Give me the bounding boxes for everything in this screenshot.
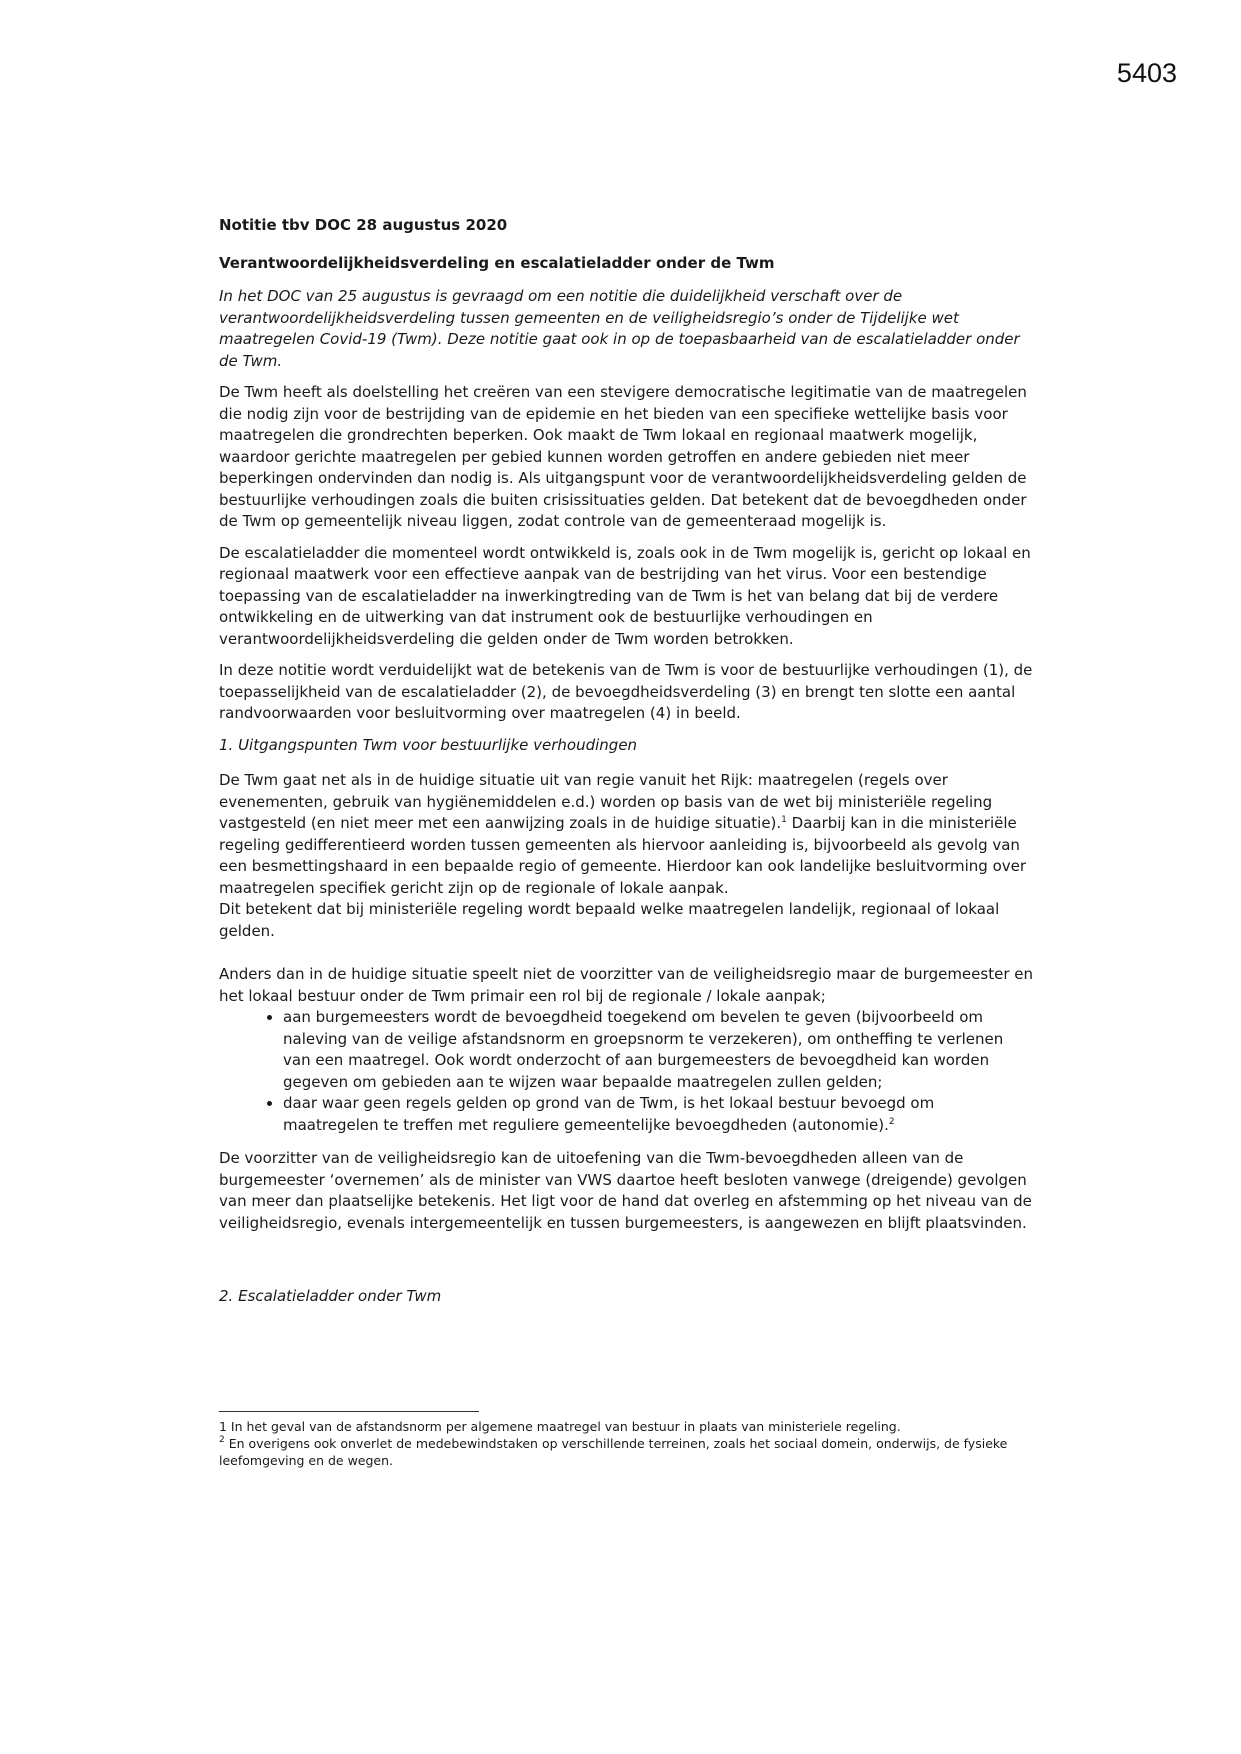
footnote-2 <box>219 1435 1033 1469</box>
bullet-list <box>219 1007 1033 1136</box>
spacer <box>219 952 1033 964</box>
section-heading-1: 1. Uitgangspunten Twm voor bestuurlijke verhoudingen <box>219 735 638 754</box>
footnote-2-number: 2 <box>219 1435 225 1445</box>
footnotes <box>219 1411 1033 1469</box>
footnote-ref-1: 1 <box>781 815 787 825</box>
list-item: • aan burgemeesters wordt de bevoegdheid toegekend om bevelen te geven (bijvoorbeeld om naleving van de veilige afstandsnorm en groepsnorm te verzekeren), om ontheffing te verlenen van een maatregel. Ook wordt onderzocht of aan burgemeesters de bevoegdheid kan worden gegeven om gebieden aan te wijzen waar bepaalde maatregelen zullen gelden; <box>283 1007 1033 1093</box>
spacer <box>219 1244 1033 1284</box>
footnote-2-text: En overigens ook onverlet de medebewindstaken op verschillende terreinen, zoals het sociaal domein, onderwijs, de fysieke leefomgeving en de wegen. <box>219 1436 1008 1468</box>
document-title: Notitie tbv DOC 28 augustus 2020 <box>219 216 508 234</box>
paragraph-regie-rijk-cont: Daarbij kan in die ministeriële regeling gedifferentieerd worden tussen gemeenten als hiervoor aanleiding is, bijvoorbeeld als gevolg van een besmettingshaard in een bepaalde regio of gemeente. Hierdoor kan ook landelijke besluitvorming over maatregelen specifiek gericht zijn op de regionale of lokale aanpak. <box>219 814 1027 897</box>
footnote-1: 1 In het geval van de afstandsnorm per algemene maatregel van bestuur in plaats van ministeriele regeling. <box>219 1419 901 1434</box>
document-body <box>219 215 1033 1322</box>
paragraph-escalatieladder: De escalatieladder die momenteel wordt ontwikkeld is, zoals ook in de Twm mogelijk is, gericht op lokaal en regionaal maatwerk voor een effectieve aanpak van de bestrijding van het virus. Voor een bestendige toepassing van de escalatieladder na inwerkingtreding van de Twm is het van belang dat bij de verdere ontwikkeling en de uitwerking van dat instrument ook de bestuurlijke verhoudingen en verantwoordelijkheidsverdeling die gelden onder de Twm worden betrokken. <box>219 543 1031 648</box>
section-heading-2: 2. Escalatieladder onder Twm <box>219 1287 442 1305</box>
list-item-text: daar waar geen regels gelden op grond van de Twm, is het lokaal bestuur bevoegd om maatregelen te treffen met reguliere gemeentelijke bevoegdheden (autonomie). <box>283 1094 935 1134</box>
paragraph-regie-rijk <box>219 770 1033 899</box>
paragraph-burgemeester: Anders dan in de huidige situatie speelt niet de voorzitter van de veiligheidsregio maar de burgemeester en het lokaal bestuur onder de Twm primair een rol bij de regionale / lokale aanpak; <box>219 965 1033 1005</box>
paragraph-verduidelijking: In deze notitie wordt verduidelijkt wat de betekenis van de Twm is voor de bestuurlijke verhoudingen (1), de toepasselijkheid van de escalatieladder (2), de bevoegdheidsverdeling (3) en brengt ten slotte een aantal randvoorwaarden voor besluitvorming over maatregelen (4) in beeld. <box>219 661 1033 722</box>
paragraph-voorzitter: De voorzitter van de veiligheidsregio kan de uitoefening van die Twm-bevoegdheden alleen van de burgemeester ‘overnemen’ als de minister van VWS daartoe heeft besloten vanwege (dreigende) gevolgen van meer dan plaatselijke betekenis. Het ligt voor de hand dat overleg en afstemming op het niveau van de veiligheidsregio, evenals intergemeentelijk en tussen burgemeesters, is aangewezen en blijft plaatsvinden. <box>219 1149 1032 1232</box>
paragraph-ministeriele-regeling: Dit betekent dat bij ministeriële regeling wordt bepaald welke maatregelen landelijk, regionaal of lokaal gelden. <box>219 900 1000 940</box>
list-item <box>283 1093 1033 1136</box>
page-number: 5403 <box>1116 58 1177 88</box>
paragraph-regie-rijk-text: De Twm gaat net als in de huidige situatie uit van regie vanuit het Rijk: maatregelen (regels over evenementen, gebruik van hygiënemiddelen e.d.) worden op basis van de wet bij ministeriële regeling vastgesteld (en niet meer met een aanwijzing zoals in de huidige situatie). <box>219 771 993 832</box>
footnote-divider <box>219 1411 479 1412</box>
footnote-ref-2: 2 <box>888 1116 895 1127</box>
document-subtitle: Verantwoordelijkheidsverdeling en escalatieladder onder de Twm <box>219 253 775 272</box>
intro-paragraph: In het DOC van 25 augustus is gevraagd om een notitie die duidelijkheid verschaft over de verantwoordelijkheidsverdeling tussen gemeenten en de veiligheidsregio’s onder de Tijdelijke wet maatregelen Covid-19 (Twm). Deze notitie gaat ook in op de toepasbaarheid van de escalatieladder onder de Twm. <box>219 287 1020 370</box>
paragraph-doelstelling: De Twm heeft als doelstelling het creëren van een stevigere democratische legitimatie van de maatregelen die nodig zijn voor de bestrijding van de epidemie en het bieden van een specifieke wettelijke basis voor maatregelen die grondrechten beperken. Ook maakt de Twm lokaal en regionaal maatwerk mogelijk, waardoor gerichte maatregelen per gebied kunnen worden getroffen en andere gebieden niet meer beperkingen ondervinden dan nodig is. Als uitgangspunt voor de verantwoordelijkheidsverdeling gelden de bestuurlijke verhoudingen zoals die buiten crisissituaties gelden. Dat betekent dat de bevoegdheden onder de Twm op gemeentelijk niveau liggen, zodat controle van de gemeenteraad mogelijk is. <box>219 383 1027 530</box>
